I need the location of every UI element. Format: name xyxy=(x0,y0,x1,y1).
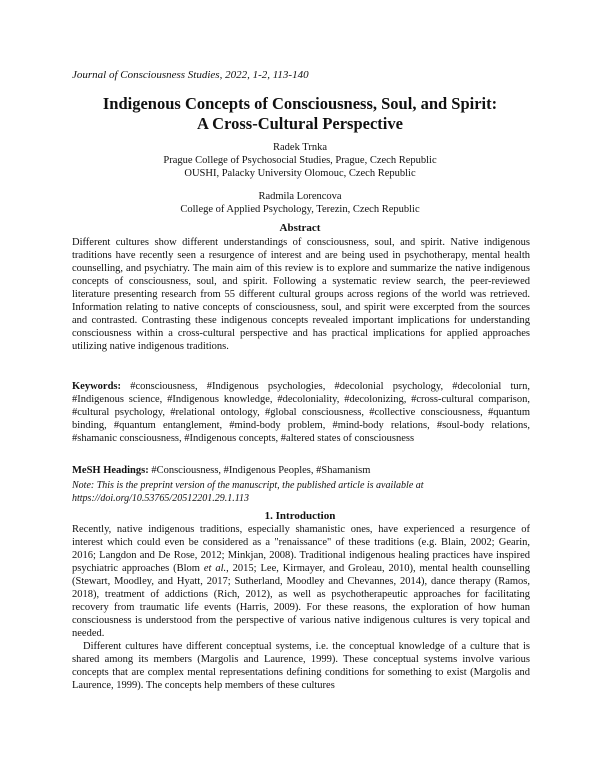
keywords-label: Keywords: xyxy=(72,381,121,392)
intro-paragraph-2: Different cultures have different conceptual systems, i.e. the conceptual knowledge of a culture that is shared among its members (Margolis and Laurence, 1999). These conceptual systems involve various concepts that are complex mental representations defining conditions for something to exist (Margolis and Laurence, 1999). The concepts help members of these cultures xyxy=(72,641,530,691)
author-affiliation: OUSHI, Palacky University Olomouc, Czech Republic xyxy=(184,168,416,179)
intro-text: Recently, native indigenous traditions, especially shamanistic ones, have experienced a resurgence of interest which could even be considered as a "renaissance" of these traditions (e.g. Blain, 2002; Gearin, 2016; Langdon and De Rose, 2012; Minkjan, 2008). Traditional indigenous healing practices have inspired psychiatric approaches (Blom xyxy=(72,524,530,574)
intro-text: , 2015; Lee, Kirmayer, and Groleau, 2010), mental health counselling (Stewart, Moodley, and Hyatt, 2017; Sutherland, Moodley and Chevannes, 2014), dance therapy (Ramos, 2018), treatment of addictions (Rich, 2012), as well as psychotherapeutic approaches for facilitating recovery from traumatic life events (Harris, 2009). For these reasons, the exploration of how human consciousness is understood from the perspective of various native indigenous cultures is very topical and needed. xyxy=(72,563,531,639)
author-affiliation: College of Applied Psychology, Terezin, Czech Republic xyxy=(180,204,420,215)
author-block-1 xyxy=(60,141,540,180)
keywords-text: #consciousness, #Indigenous psychologies, #decolonial psychology, #decolonial turn, #Indigenous science, #Indigenous knowledge, #decoloniality, #decolonizing, #cross-cultural comparison, #cultural psychology, #relational ontology, #global consciousness, #collective consciousness, #quantum binding, #quantum entanglement, #mind-body problem, #mind-body relations, #soul-body relations, #shamanic consciousness, #Indigenous concepts, #altered states of consciousness xyxy=(72,381,530,444)
note-line-1: Note: This is the preprint version of the manuscript, the published article is available at xyxy=(72,480,424,491)
intro-italic-text: et al. xyxy=(203,563,227,574)
doi-link[interactable]: https://doi.org/10.53765/20512201.29.1.113 xyxy=(72,492,249,504)
abstract-heading: Abstract xyxy=(279,222,321,234)
author-block-2 xyxy=(60,190,540,216)
keywords-paragraph xyxy=(72,380,530,445)
abstract-text: Different cultures show different understandings of consciousness, soul, and spirit. Native indigenous traditions have recently seen a resurgence of interest and are being used in psychotherapy, mental health counselling, and psychiatry. The main aim of this review is to explore and summarize the native indigenous concepts of consciousness, soul, and spirit. Following a systematic review search, the peer-reviewed literature presenting research from 55 different cultural groups across regions of the world was retrieved. Information relating to native concepts of consciousness, soul, and spirit were excerpted from the sources and contrasted. Contrasting these indigenous concepts revealed important implications for understanding consciousness within a cross-cultural perspective and has practical implications for applied approaches utilizing native indigenous traditions. xyxy=(72,237,530,352)
journal-citation: Journal of Consciousness Studies, 2022, 1-2, 113-140 xyxy=(72,69,309,81)
title-line-1: Indigenous Concepts of Consciousness, Soul, and Spirit: xyxy=(102,94,498,113)
author-affiliation: Prague College of Psychosocial Studies, Prague, Czech Republic xyxy=(163,155,437,166)
mesh-label: MeSH Headings: xyxy=(72,465,149,476)
author-name: Radmila Lorencova xyxy=(258,191,342,202)
title-line-2: A Cross-Cultural Perspective xyxy=(197,114,403,133)
mesh-paragraph xyxy=(72,464,530,477)
paper-title xyxy=(60,94,540,134)
intro-paragraph-1 xyxy=(72,523,530,640)
section-heading: 1. Introduction xyxy=(264,510,336,522)
author-name: Radek Trnka xyxy=(273,142,327,153)
mesh-text: #Consciousness, #Indigenous Peoples, #Shamanism xyxy=(148,465,371,476)
preprint-note xyxy=(72,480,530,505)
